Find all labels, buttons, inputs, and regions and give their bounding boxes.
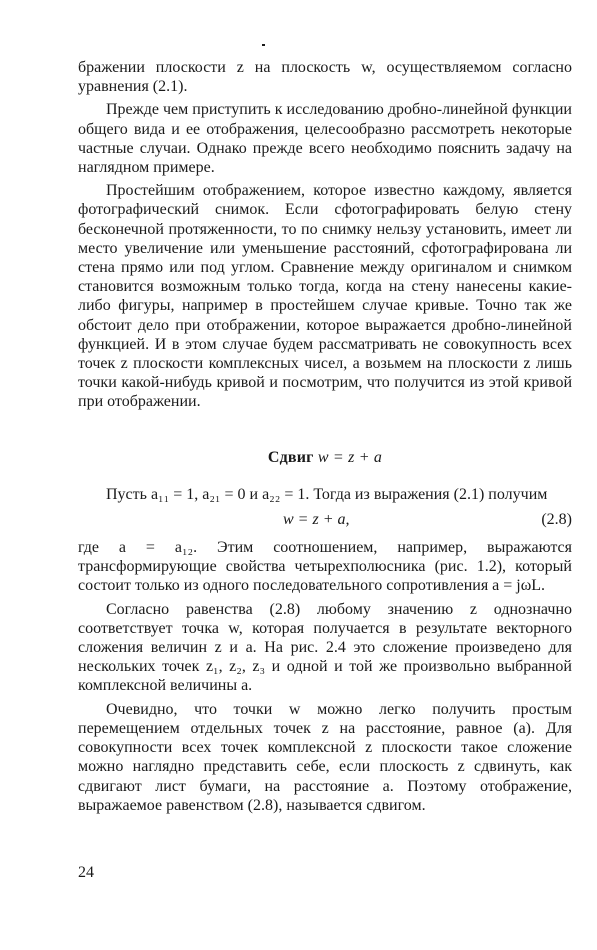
section-heading xyxy=(78,448,572,467)
section-heading-title: Сдвиг xyxy=(267,448,314,466)
paragraph-coefficients: Пусть a₁₁ = 1, a₂₁ = 0 и a₂₂ = 1. Тогда из выражения (2.1) получим xyxy=(106,485,548,503)
paragraph-shift-definition: Очевидно, что точки w можно легко получить простым перемещением отдельных точек z на расстояние, равное (a). Для совокупности всех точек комплексной z плоскости такое сложение можно наглядно представить себе, если плоскость z сдвинуть, как сдвигают лист бумаги, на расстояние a. Поэтому отображение, выражаемое равенством (2.8), называется сдвигом. xyxy=(78,700,572,814)
paragraph-quadripole: где a = a₁₂. Этим соотношением, например, выражаются трансформирующие свойства четырехполюсника (рис. 1.2), который состоит только из одного последовательного сопротивления a = jωL. xyxy=(78,539,572,595)
section-heading-formula: w = z + a xyxy=(317,448,383,466)
document-page xyxy=(78,58,572,815)
paragraph-continuation: бражении плоскости z на плоскость w, осуществляемом согласно уравнения (2.1). xyxy=(78,59,572,96)
print-speck xyxy=(262,44,265,46)
equation-number: (2.8) xyxy=(541,511,572,529)
equation-2-8 xyxy=(78,504,572,538)
paragraph-intro-problem: Прежде чем приступить к исследованию дробно-линейной функции общего вида и ее отображения, целесообразно рассмотреть некоторые частные случаи. Однако прежде всего необходимо пояснить задачу на наглядном примере. xyxy=(78,101,572,177)
paragraph-vector-addition: Согласно равенства (2.8) любому значению z однозначно соответствует точка w, которая получается в результате векторного сложения величин z и a. На рис. 2.4 это сложение произведено для нескольких точек z₁, z₂, z₃ и одной и той же произвольно выбранной комплексной величины a. xyxy=(78,600,572,695)
page-number: 24 xyxy=(78,864,94,881)
paragraph-photo-example: Простейшим отображением, которое известно каждому, является фотографический снимок. Если сфотографировать белую стену бесконечной протяженности, то по снимку нельзу установить, имеет ли место увеличение или уменьшение расстояний, сфотографирована ли стена прямо или под углом. Сравнение между оригиналом и снимком становится возможным только тогда, когда на стену нанесены какие-либо фигуры, например в простейшем случае кривые. Точно так же обстоит дело при отображении, которое выражается дробно-линейной функцией. И в этом случае будем рассматривать не совокупность всех точек z плоскости комплексных чисел, а возьмем на плоскости z лишь точки какой-нибудь кривой и посмотрим, что получится из этой кривой при отображении. xyxy=(78,182,572,411)
equation-expression: w = z + a, xyxy=(283,511,350,529)
